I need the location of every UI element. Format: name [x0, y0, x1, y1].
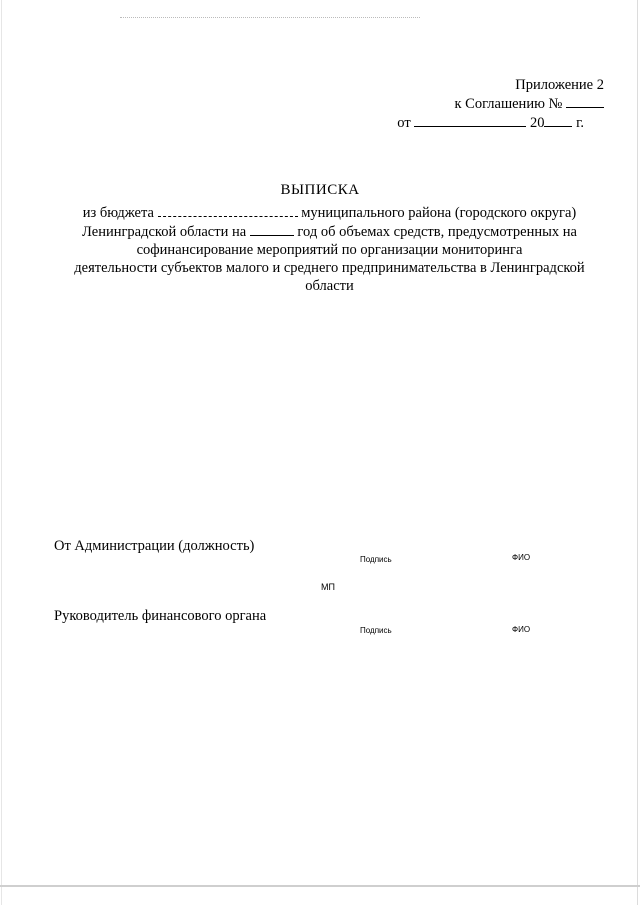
body-line-1 [52, 203, 607, 222]
finance-signature-caption: Подпись [360, 626, 392, 635]
admin-signature-caption: Подпись [360, 555, 392, 564]
date-prefix: от [397, 115, 411, 131]
body-line-3: софинансирование мероприятий по организации мониторинга [136, 242, 523, 258]
year-blank [544, 113, 572, 127]
year-line-prefix: Ленинградской области на [82, 224, 247, 240]
agreement-prefix: к Соглашению № [454, 96, 563, 112]
appendix-header [244, 76, 604, 132]
body-line-4: деятельности субъектов малого и среднего предпринимательства в Ленинградской [74, 260, 585, 276]
budget-prefix: из бюджета [82, 205, 154, 221]
body-line-2 [52, 222, 607, 241]
document-title: ВЫПИСКА [280, 182, 360, 198]
fiscal-year-blank [250, 222, 294, 236]
date-blank [414, 113, 526, 127]
budget-suffix: муниципального района (городского округа) [301, 205, 577, 221]
year-prefix: 20 [529, 115, 545, 131]
scan-artifact-left [1, 0, 2, 905]
year-line-suffix: год об объемах средств, предусмотренных на [297, 224, 577, 240]
admin-position-label: От Администрации (должность) [54, 538, 255, 554]
scan-artifact-top [120, 17, 420, 19]
scan-artifact-bottom [0, 885, 640, 887]
agreement-date-line [244, 113, 604, 132]
body-line-5: области [305, 278, 354, 294]
stamp-place-caption: МП [321, 582, 335, 592]
document-body [52, 203, 607, 295]
finance-head-label: Руководитель финансового органа [54, 608, 267, 624]
budget-blank [158, 203, 298, 217]
agreement-number-line [244, 94, 604, 113]
scan-artifact-right [637, 0, 638, 905]
appendix-number: Приложение 2 [515, 77, 604, 93]
admin-name-caption: ФИО [512, 553, 531, 562]
agreement-number-blank [566, 94, 604, 108]
finance-name-caption: ФИО [512, 625, 531, 634]
year-suffix: г. [576, 115, 584, 131]
